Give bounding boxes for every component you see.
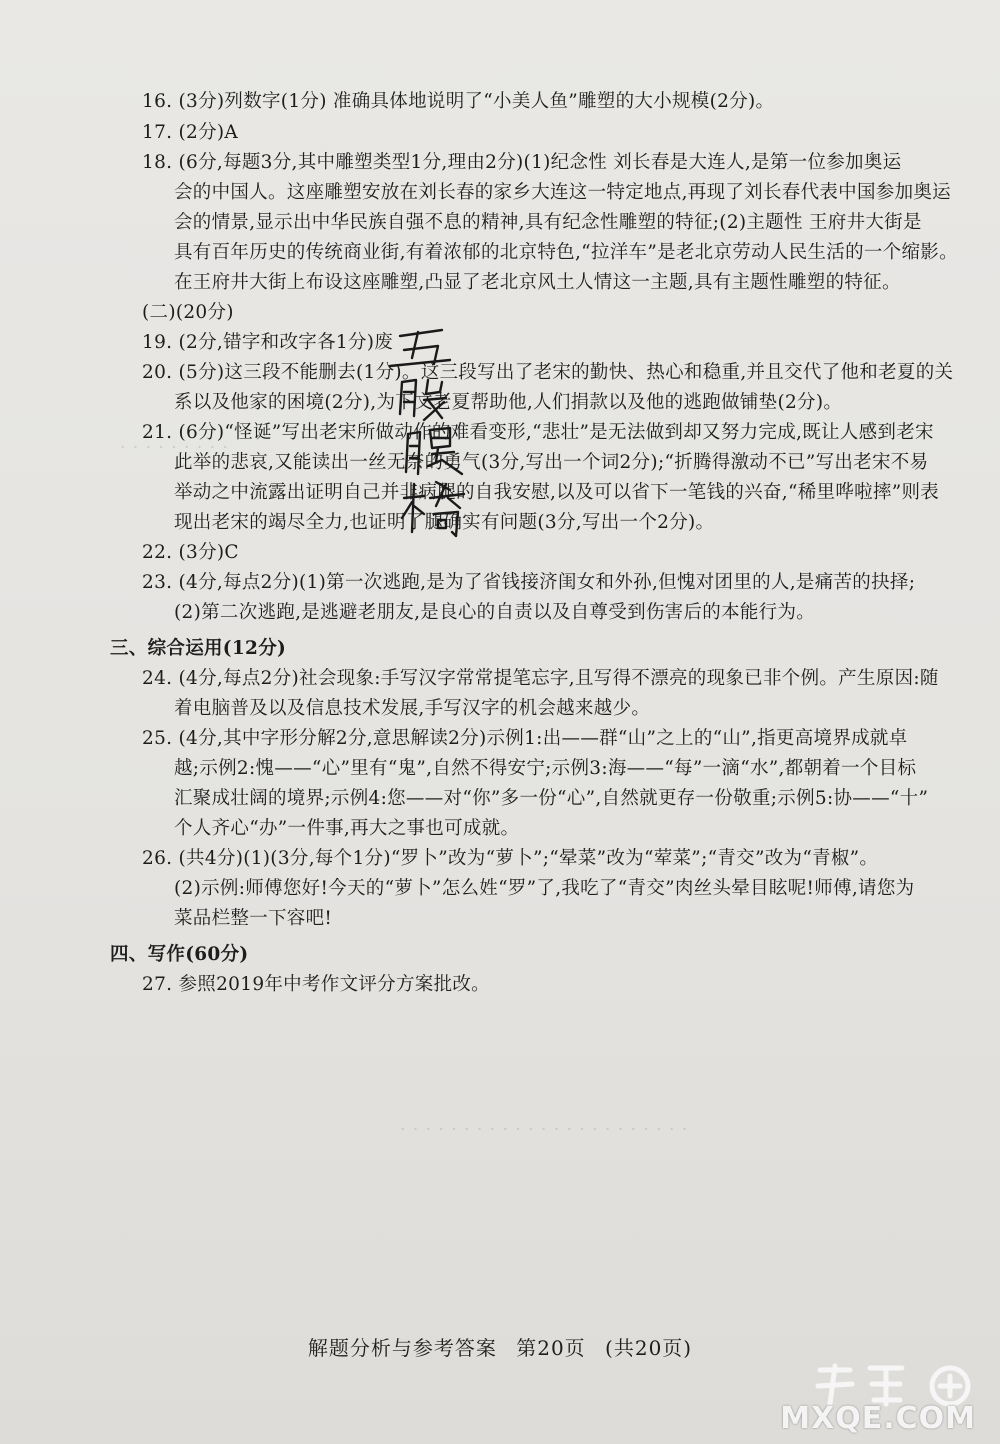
answer-line: 19. (2分,错字和改字各1分)废 <box>142 332 394 353</box>
answer-line: 17. (2分)A <box>142 122 239 143</box>
answer-line: 18. (6分,每题3分,其中雕塑类型1分,理由2分)(1)纪念性 刘长春是大连人,是第一位参加奥运 <box>142 152 902 173</box>
answer-line: 会的情景,显示出中华民族自强不息的精神,具有纪念性雕塑的特征;(2)主题性 王府井大街是 <box>174 212 922 233</box>
site-watermark <box>780 1360 990 1440</box>
watermark-text: MXQE.COM <box>780 1401 976 1436</box>
answer-line: 会的中国人。这座雕塑安放在刘长春的家乡大连这一特定地点,再现了刘长春代表中国参加奥运 <box>174 182 951 203</box>
answer-line: 系以及他家的困境(2分),为下文老夏帮助他,人们捐款以及他的逃跑做铺垫(2分)。 <box>174 392 843 413</box>
footer-title: 解题分析与参考答案 <box>307 1336 497 1360</box>
footer-page-total: (共20页) <box>605 1336 693 1360</box>
answer-line: 此举的悲哀,又能读出一丝无奈的勇气(3分,写出一个词2分);“折腾得激动不已”写出老宋不易 <box>174 452 929 473</box>
answer-line: 现出老宋的竭尽全力,也证明了腿确实有问题(3分,写出一个2分)。 <box>174 512 715 533</box>
answer-line: 21. (6分)“怪诞”写出老宋所做动作的难看变形,“悲壮”是无法做到却又努力完成,既让人感到老宋 <box>142 422 934 443</box>
footer-page-number: 第20页 <box>516 1336 586 1360</box>
answer-line: (2)示例:师傅您好!今天的“萝卜”怎么姓“罗”了,我吃了“青交”肉丝头晕目眩呢!师傅,请您为 <box>174 878 915 899</box>
answer-line: 16. (3分)列数字(1分) 准确具体地说明了“小美人鱼”雕塑的大小规模(2分)。 <box>142 91 775 112</box>
answer-line: 24. (4分,每点2分)社会现象:手写汉字常常提笔忘字,且写得不漂亮的现象已非个例。产生原因:随 <box>142 668 939 689</box>
answer-line: 25. (4分,其中字形分解2分,意思解读2分)示例1:出——群“山”之上的“山”,指更高境界成就卓 <box>142 728 908 749</box>
section-heading: 四、写作(60分) <box>110 944 249 965</box>
answer-line: 27. 参照2019年中考作文评分方案批改。 <box>142 974 490 995</box>
answer-line: 越;示例2:愧——“心”里有“鬼”,自然不得安宁;示例3:海——“每”一滴“水”,都朝着一个目标 <box>174 758 917 779</box>
section-heading: 三、综合运用(12分) <box>110 638 287 659</box>
bleed-through-text: · · · · · · · · · · · · · · · · · · · · · · · <box>400 1120 689 1140</box>
answer-line: 具有百年历史的传统商业街,有着浓郁的北京特色,“拉洋车”是老北京劳动人民生活的一个缩影。 <box>174 242 958 263</box>
answer-line: 着电脑普及以及信息技术发展,手写汉字的机会越来越少。 <box>174 698 651 719</box>
page-footer <box>0 1332 1000 1361</box>
bleed-through-text: · · · · · · · · · <box>120 438 229 458</box>
answer-line: 个人齐心“办”一件事,再大之事也可成就。 <box>174 818 520 839</box>
answer-line: 26. (共4分)(1)(3分,每个1分)“罗卜”改为“萝卜”;“晕菜”改为“荤菜”;“青交”改为“青椒”。 <box>142 848 879 869</box>
section-subheading: (二)(20分) <box>142 302 234 323</box>
answer-line: 23. (4分,每点2分)(1)第一次逃跑,是为了省钱接济闺女和外孙,但愧对团里的人,是痛苦的抉择; <box>142 572 916 593</box>
handwritten-annotation <box>380 322 490 542</box>
answer-line: 22. (3分)C <box>142 542 239 563</box>
answer-line: 在王府井大街上布设这座雕塑,凸显了老北京风土人情这一主题,具有主题性雕塑的特征。 <box>174 272 901 293</box>
answer-line: 菜品栏整一下容吧! <box>174 908 333 929</box>
answer-line: 汇聚成壮阔的境界;示例4:您——对“你”多一份“心”,自然就更存一份敬重;示例5:协——“十” <box>174 788 929 809</box>
answer-line: 举动之中流露出证明自己并非病腿的自我安慰,以及可以省下一笔钱的兴奋,“稀里哗啦摔”则表 <box>174 482 940 503</box>
answer-line: 20. (5分)这三段不能删去(1分)。这三段写出了老宋的勤快、热心和稳重,并且交代了他和老夏的关 <box>142 362 954 383</box>
answer-line: (2)第二次逃跑,是逃避老朋友,是良心的自责以及自尊受到伤害后的本能行为。 <box>174 602 816 623</box>
